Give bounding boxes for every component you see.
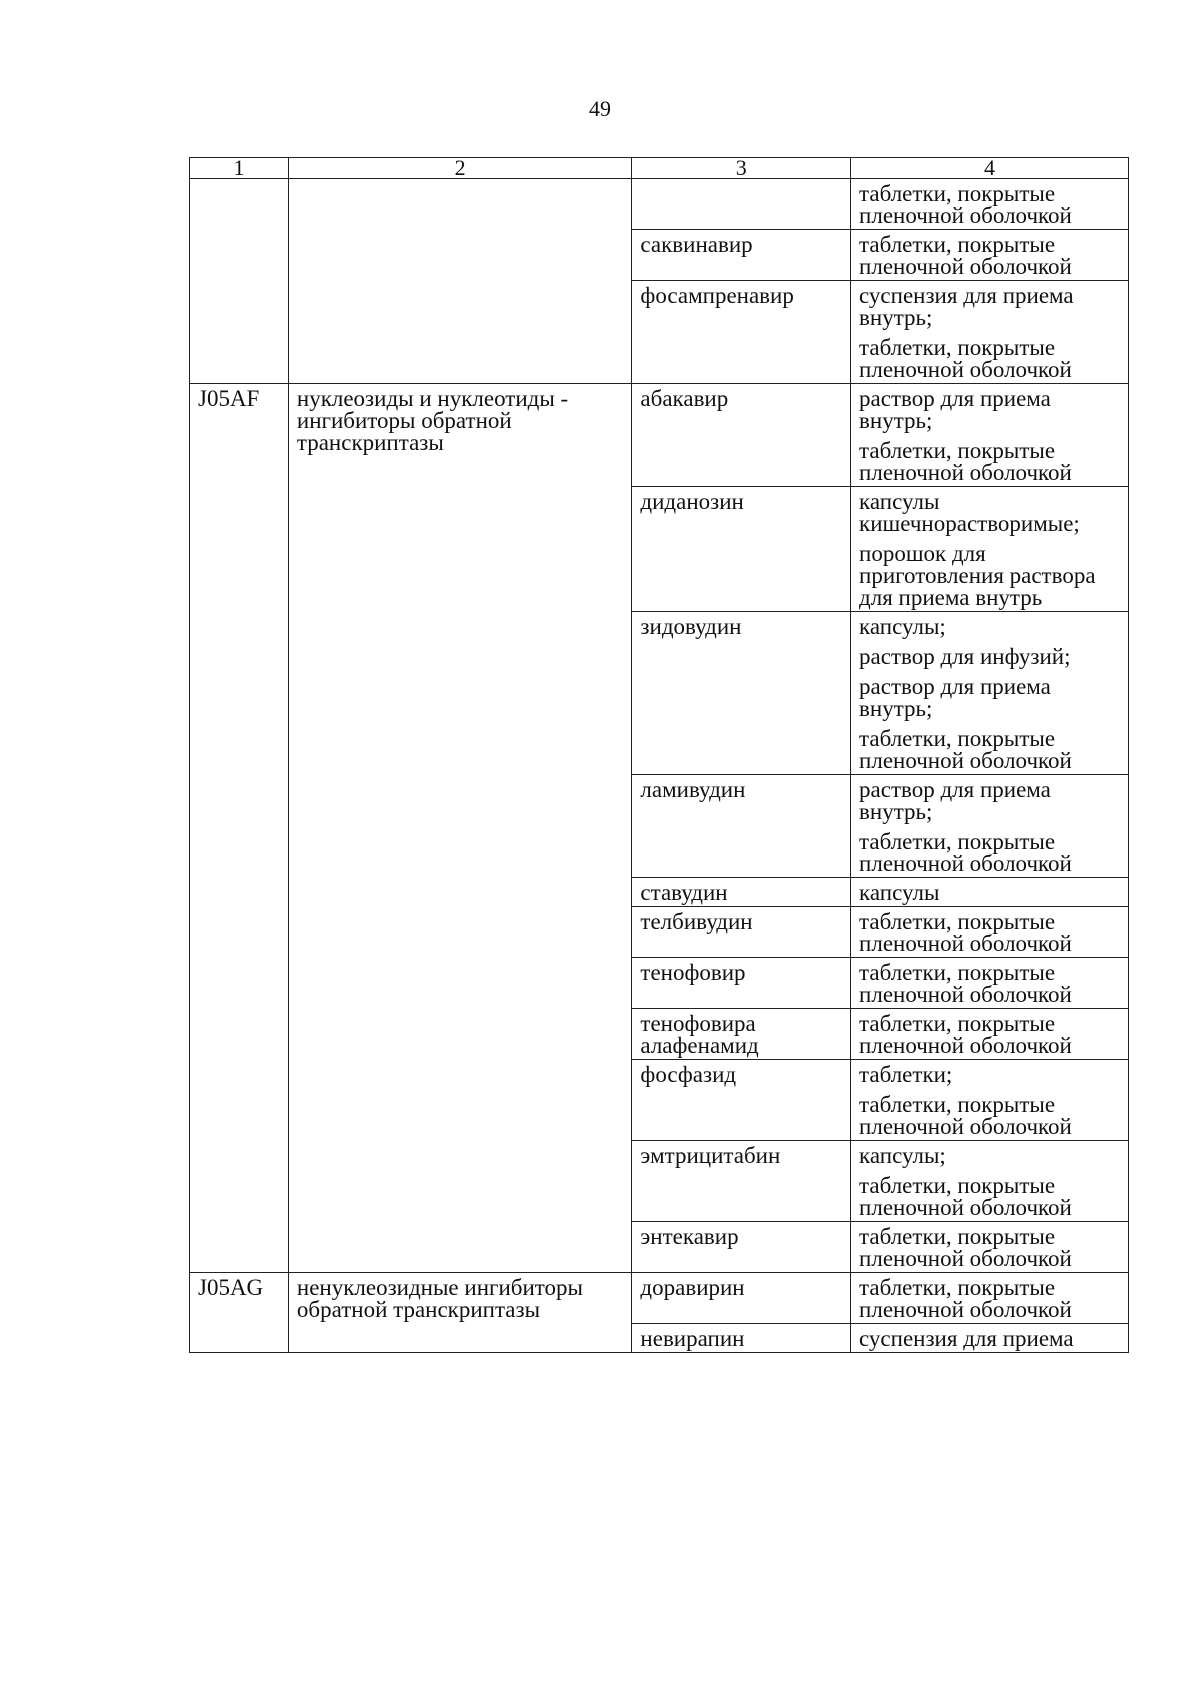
drug-name-cell: ставудин — [632, 878, 851, 907]
atc-code-cell — [190, 179, 289, 384]
dosage-form: раствор для инфузий; — [859, 644, 1071, 669]
dosage-form: капсулы; — [859, 614, 946, 639]
drug-name-cell: зидовудин — [632, 612, 851, 775]
table-body — [190, 179, 1129, 1353]
group-name-cell: нуклеозиды и нуклеотиды - ингибиторы обратной транскриптазы — [288, 384, 632, 1273]
group-name-cell — [288, 179, 632, 384]
column-number-3: 3 — [632, 158, 851, 179]
column-number-2: 2 — [288, 158, 632, 179]
drug-name-cell: фосампренавир — [632, 281, 851, 384]
dosage-forms-cell — [851, 1009, 1129, 1060]
column-number-1: 1 — [190, 158, 289, 179]
drug-name-cell: тенофовир — [632, 958, 851, 1009]
dosage-forms-cell — [851, 487, 1129, 612]
dosage-forms-cell — [851, 1141, 1129, 1222]
drug-name-cell: диданозин — [632, 487, 851, 612]
atc-code-cell: J05AF — [190, 384, 289, 1273]
dosage-form: капсулы кишечнорастворимые; — [859, 489, 1080, 536]
dosage-form: капсулы; — [859, 1143, 946, 1168]
dosage-form: таблетки; — [859, 1062, 953, 1087]
group-name-cell: ненуклеозидные ингибиторы обратной транскриптазы — [288, 1273, 632, 1353]
dosage-forms-cell — [851, 230, 1129, 281]
dosage-forms-cell — [851, 878, 1129, 907]
dosage-forms-cell — [851, 1060, 1129, 1141]
dosage-forms-cell — [851, 907, 1129, 958]
drug-table — [189, 157, 1129, 1353]
dosage-form: таблетки, покрытые пленочной оболочкой — [859, 232, 1072, 279]
dosage-forms-cell — [851, 1324, 1129, 1353]
dosage-form: таблетки, покрытые пленочной оболочкой — [859, 726, 1072, 773]
dosage-form: раствор для приема внутрь; — [859, 777, 1051, 824]
drug-name-cell: тенофовира алафенамид — [632, 1009, 851, 1060]
dosage-form: таблетки, покрытые пленочной оболочкой — [859, 181, 1072, 228]
page-number: 49 — [589, 96, 611, 121]
dosage-form: таблетки, покрытые пленочной оболочкой — [859, 960, 1072, 1007]
dosage-form: таблетки, покрытые пленочной оболочкой — [859, 1173, 1072, 1220]
dosage-forms-cell — [851, 1222, 1129, 1273]
dosage-form: таблетки, покрытые пленочной оболочкой — [859, 438, 1072, 485]
dosage-form: суспензия для приема внутрь; — [859, 283, 1074, 330]
drug-name-cell: телбивудин — [632, 907, 851, 958]
dosage-forms-cell — [851, 179, 1129, 230]
dosage-form: таблетки, покрытые пленочной оболочкой — [859, 829, 1072, 876]
dosage-form: суспензия для приема — [859, 1326, 1074, 1351]
drug-name-cell: ламивудин — [632, 775, 851, 878]
drug-name-cell: энтекавир — [632, 1222, 851, 1273]
dosage-forms-cell — [851, 281, 1129, 384]
dosage-form: раствор для приема внутрь; — [859, 674, 1051, 721]
dosage-forms-cell — [851, 384, 1129, 487]
dosage-form: раствор для приема внутрь; — [859, 386, 1051, 433]
drug-name-cell: фосфазид — [632, 1060, 851, 1141]
drug-name-cell: невирапин — [632, 1324, 851, 1353]
dosage-form: таблетки, покрытые пленочной оболочкой — [859, 1011, 1072, 1058]
dosage-forms-cell — [851, 1273, 1129, 1324]
drug-name-cell: саквинавир — [632, 230, 851, 281]
dosage-form: таблетки, покрытые пленочной оболочкой — [859, 1275, 1072, 1322]
dosage-form: порошок для приготовления раствора для приема внутрь — [859, 541, 1096, 610]
atc-code-cell: J05AG — [190, 1273, 289, 1353]
dosage-forms-cell — [851, 612, 1129, 775]
dosage-form: таблетки, покрытые пленочной оболочкой — [859, 1092, 1072, 1139]
drug-name-cell: абакавир — [632, 384, 851, 487]
drug-name-cell: эмтрицитабин — [632, 1141, 851, 1222]
dosage-form: капсулы — [859, 880, 940, 905]
drug-name-cell — [632, 179, 851, 230]
dosage-forms-cell — [851, 775, 1129, 878]
table-row — [190, 179, 1129, 230]
column-number-row — [190, 158, 1129, 179]
drug-name-cell: доравирин — [632, 1273, 851, 1324]
column-number-4: 4 — [851, 158, 1129, 179]
table-row — [190, 384, 1129, 487]
dosage-form: таблетки, покрытые пленочной оболочкой — [859, 909, 1072, 956]
dosage-form: таблетки, покрытые пленочной оболочкой — [859, 335, 1072, 382]
table-row — [190, 1273, 1129, 1324]
dosage-form: таблетки, покрытые пленочной оболочкой — [859, 1224, 1072, 1271]
dosage-forms-cell — [851, 958, 1129, 1009]
